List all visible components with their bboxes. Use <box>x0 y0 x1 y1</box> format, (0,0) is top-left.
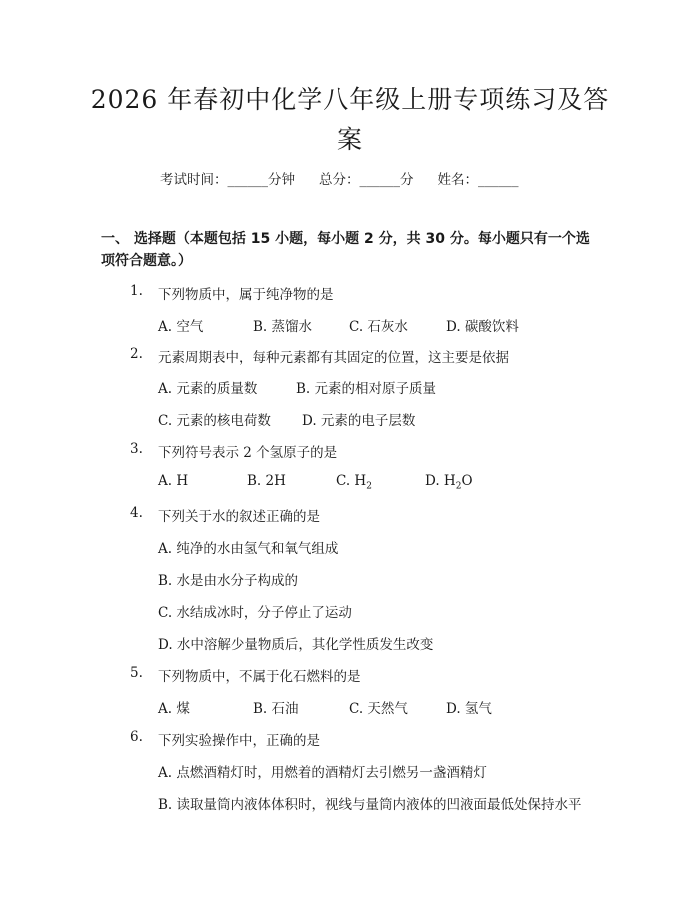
page-title: 2026 年春初中化学八年级上册专项练习及答案 <box>90 85 610 154</box>
option-d: D. 元素的电子层数 <box>302 413 416 429</box>
exam-time-label: 考试时间：______分钟 <box>160 172 295 188</box>
option-b: B. 蒸馏水 <box>253 319 313 335</box>
option-c: C. 天然气 <box>349 701 408 717</box>
question-text: 下列物质中，属于纯净物的是 <box>158 287 334 303</box>
option-c: C. $H_2$ <box>336 473 372 492</box>
option-b: B. 水是由水分子构成的 <box>158 573 299 589</box>
option-a: A. 纯净的水由氢气和氧气组成 <box>158 541 339 557</box>
question-number: 4. <box>130 505 143 521</box>
question-number: 6. <box>130 729 143 745</box>
question-number: 3. <box>130 441 143 457</box>
option-a: A. 煤 <box>158 701 190 717</box>
question-text: 下列符号表示 2 个氢原子的是 <box>158 445 338 461</box>
option-d: D. 碳酸饮料 <box>446 319 519 335</box>
option-c: C. 水结成冰时，分子停止了运动 <box>158 605 352 621</box>
option-d: D. 氢气 <box>446 701 492 717</box>
option-c: C. 元素的核电荷数 <box>158 413 271 429</box>
question-number: 2. <box>130 346 143 362</box>
option-b: B. 2H <box>247 473 286 489</box>
option-b: B. 读取量筒内液体体积时，视线与量筒内液体的凹液面最低处保持水平 <box>158 797 582 813</box>
total-score-label: 总分：______分 <box>319 172 414 188</box>
option-b: B. 元素的相对原子质量 <box>296 381 437 397</box>
question-text: 下列实验操作中，正确的是 <box>158 733 320 749</box>
option-a: A. 点燃酒精灯时，用燃着的酒精灯去引燃另一盏酒精灯 <box>158 765 487 781</box>
option-c: C. 石灰水 <box>349 319 408 335</box>
option-a: A. H <box>158 473 189 489</box>
question-text: 下列物质中，不属于化石燃料的是 <box>158 669 361 685</box>
option-a: A. 元素的质量数 <box>158 381 258 397</box>
question-number: 1. <box>130 283 143 299</box>
option-d: D. $H_2O$ <box>425 473 473 492</box>
section-heading: 一、 选择题（本题包括 15 小题，每小题 2 分，共 30 分。每小题只有一个选项符合题意。） <box>101 231 590 269</box>
question-number: 5. <box>130 665 143 681</box>
option-b: B. 石油 <box>253 701 299 717</box>
name-label: 姓名：______ <box>437 172 519 188</box>
option-a: A. 空气 <box>158 319 204 335</box>
question-text: 元素周期表中，每种元素都有其固定的位置，这主要是依据 <box>158 350 509 366</box>
question-text: 下列关于水的叙述正确的是 <box>158 509 320 525</box>
option-d: D. 水中溶解少量物质后，其化学性质发生改变 <box>158 637 434 653</box>
exam-info-line <box>160 168 560 188</box>
